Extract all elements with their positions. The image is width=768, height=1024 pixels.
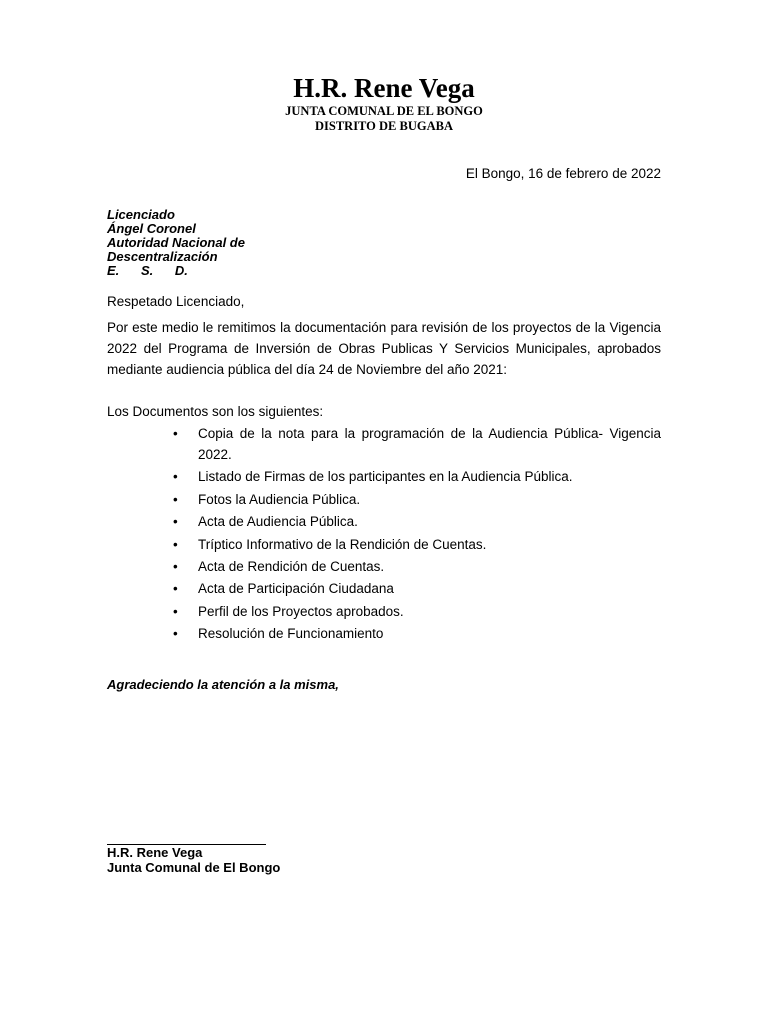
list-item (107, 466, 661, 487)
signature-block (107, 845, 280, 875)
document-name: Resolución de Funcionamiento (198, 626, 384, 642)
document-name: Tríptico Informativo de la Rendición de Cuentas. (198, 536, 487, 552)
body-paragraph: Por este medio le remitimos la documentación para revisión de los proyectos de la Vigencia 2022 del Programa de Inversión de Obras Publicas Y Servicios Municipales, aprobados mediante audiencia pública del día 24 de Noviembre del año 2021: (107, 320, 661, 377)
list-item (107, 623, 661, 644)
bullet-icon: • (173, 581, 178, 597)
bullet-icon: • (173, 536, 178, 552)
bullet-icon: • (173, 491, 178, 507)
signer-name: H.R. Rene Vega (107, 845, 203, 860)
closing-line: Agradeciendo la atención a la misma, (107, 677, 339, 692)
bullet-icon: • (173, 626, 178, 642)
bullet-icon: • (173, 558, 178, 574)
bullet-icon: • (173, 603, 178, 619)
documents-intro: Los Documentos son los siguientes: (107, 404, 324, 419)
recipient-line: Descentralización (107, 249, 218, 264)
document-name: Listado de Firmas de los participantes en la Audiencia Pública. (198, 469, 573, 485)
letterhead-institution: JUNTA COMUNAL DE EL BONGO (285, 104, 483, 118)
document-name: Acta de Participación Ciudadana (198, 581, 394, 597)
recipient-line: Autoridad Nacional de (107, 235, 245, 250)
list-item (107, 534, 661, 555)
list-item (107, 511, 661, 532)
document-name: Copia de la nota para la programación de la Audiencia Pública- Vigencia 2022. (198, 426, 661, 462)
bullet-icon: • (173, 469, 178, 485)
recipient-line: E. S. D. (107, 263, 188, 278)
recipient-block (107, 208, 245, 278)
list-item (107, 578, 661, 599)
recipient-line: Ángel Coronel (107, 221, 196, 236)
documents-list (107, 423, 661, 646)
document-name: Perfil de los Proyectos aprobados. (198, 603, 404, 619)
list-item (107, 423, 661, 465)
document-name: Acta de Audiencia Pública. (198, 514, 358, 530)
list-item (107, 489, 661, 510)
letterhead-district: DISTRITO DE BUGABA (314, 119, 453, 133)
document-name: Acta de Rendición de Cuentas. (198, 558, 385, 574)
list-item (107, 556, 661, 577)
bullet-icon: • (173, 426, 178, 441)
salutation: Respetado Licenciado, (107, 294, 245, 309)
recipient-line: Licenciado (107, 207, 175, 222)
document-name: Fotos la Audiencia Pública. (198, 491, 361, 507)
signer-title: Junta Comunal de El Bongo (107, 860, 281, 875)
list-item (107, 601, 661, 622)
letter-date: El Bongo, 16 de febrero de 2022 (465, 166, 661, 181)
bullet-icon: • (173, 514, 178, 530)
letterhead-name: H.R. Rene Vega (293, 73, 475, 103)
